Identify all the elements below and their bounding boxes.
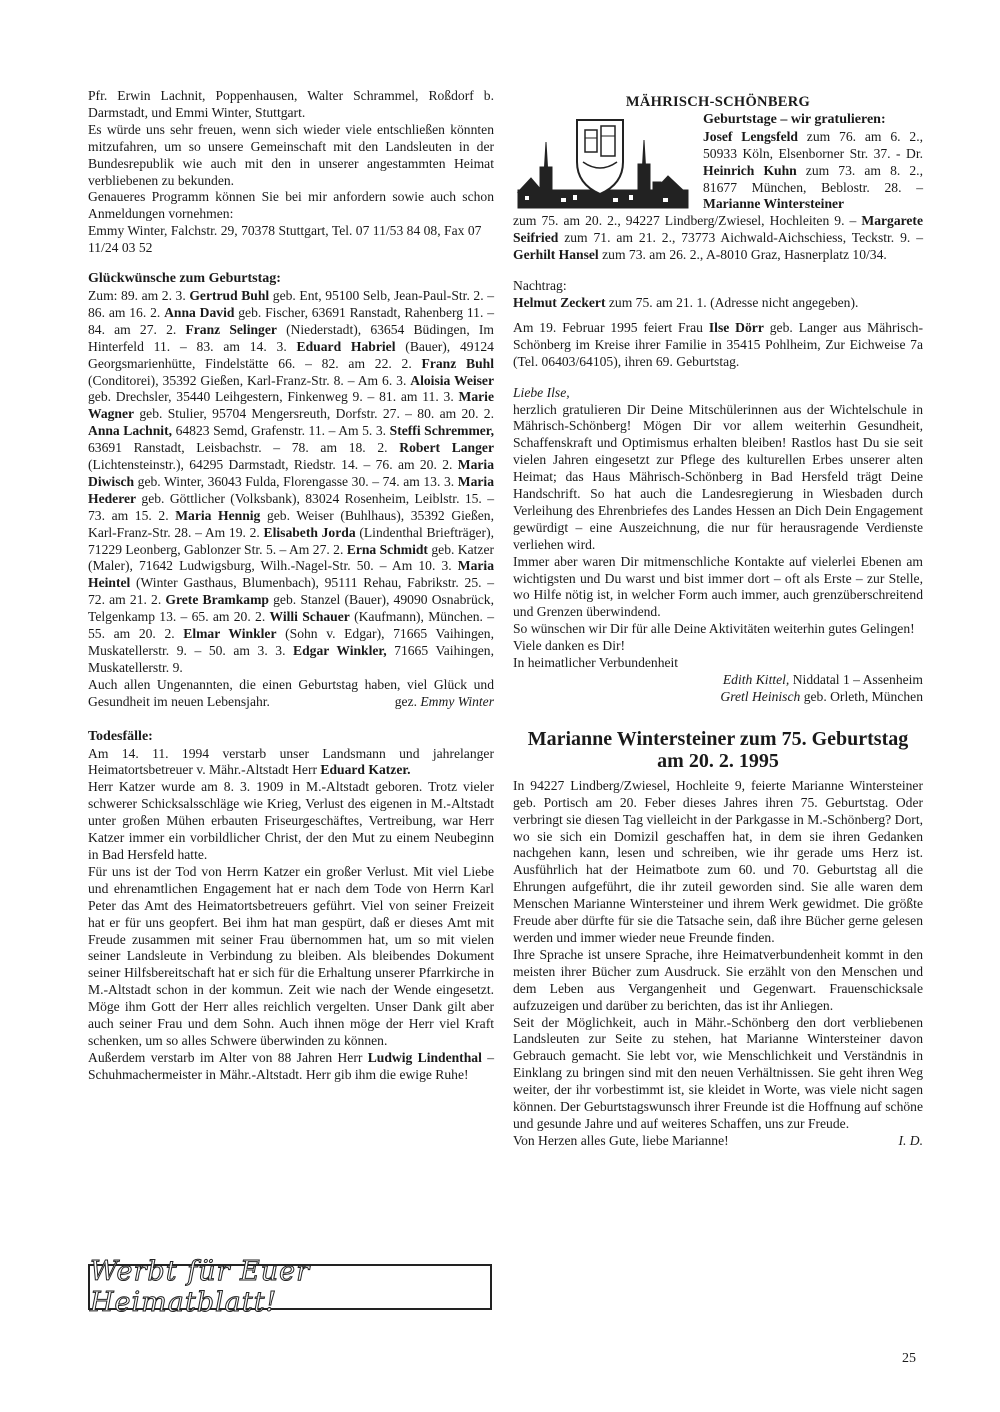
ms-birthday-entry-name: Gerhilt Hansel [513, 247, 599, 263]
birthday-entry-name: Marie Wagner [88, 389, 494, 422]
page-number: 25 [902, 1351, 916, 1366]
birthday-entry-name: Maria Heintel [88, 558, 494, 591]
doerr-paragraph: Am 19. Februar 1995 feiert Frau Ilse Dörr geb. Langer aus Mährisch-Schönberg im Kreise ihrer Familie in 35415 Pohlheim, Zur Eichweise 7a (Tel. 06403/64105), ihren 69. Geburtstag. [513, 319, 923, 369]
birthday-entry-name: Elisabeth Jorda [263, 524, 356, 540]
letter-p4: In heimatlicher Verbundenheit [513, 655, 679, 671]
article-p3: Seit der Möglichkeit, auch in Mähr.-Schönberg den dort verbliebenen Landsleuten zur Seite zu stehen, hat Marianne Wintersteiner davon Gebrauch gemacht. Sie lebt vor, wie Menschlichkeit und Verständnis in Einklang zu bringen sind mit den neuen Verhältnissen. Sie geht ihren Weg weiter, der ihr vorbestimmt ist, sie kleidet in Worte, was viele nicht sagen können. Der Geburtstagswunsch ihrer Freunde ist die Hoffnung auf schöne und gesunde Jahre und auf weiteres Schaffen, uns zur Freude. [513, 1014, 923, 1131]
ms-birthday-list-top [703, 129, 923, 214]
crest-block [513, 112, 923, 213]
birthday-entry-name: Franz Buhl [421, 355, 494, 371]
banner-text: Werbt für Euer Heimatblatt! [90, 1256, 311, 1318]
ms-birthday-entry-text: zum 71. am 21. 2., 73773 Aichwald-Aichschiess, Teckstr. 9. – [558, 230, 923, 246]
ms-birthday-entry-name: Marianne Wintersteiner [703, 196, 845, 212]
crest-text [703, 112, 923, 213]
letter-p1: herzlich gratulieren Dir Deine Mitschülerinnen aus der Wichtelschule in Mährisch-Schönberg! Mögen Dir vor allem weiterhin Gesundheit, Schaffenskraft und Optimismus erhalten bleiben! Rastlos hast Du sie seit vielen Jahren eingesetzt zur Pflege des kulturellen Erbes unserer alten Heimat; das Haus Mährisch-Schönberg in Bad Hersfeld trägt Deine Handschrift. So hat auch die Landesregierung in Wiesbaden durch Verleihung des Ehrenbriefes des Landes Hessen an Dich Dein Engagement gewürdigt – eine Auszeichnung, die nur für herausragende Verdienste verliehen wird. [513, 401, 923, 552]
ms-birthday-list-bottom [513, 213, 923, 264]
birthday-entry-text: geb. Stulier, 95704 Mengersreuth, Dorfstr. 27. – 80. am 20. 2. [134, 406, 494, 422]
ms-birthday-entry-text: zum 76. am 6. 2., 50933 Köln, Elsenborner Str. 37. - Dr. [703, 128, 923, 161]
nachtrag-entry: Helmut Zeckert zum 75. am 21. 1. (Adresse nicht angegeben). [513, 294, 859, 310]
intro-line-3: Genaueres Programm können Sie bei mir anfordern sowie auch schon Anmeldungen vornehmen: [88, 189, 494, 222]
birthday-entry-text: geb. Weiser (Buhlhaus), 35392 Gießen, Karl-Franz-Str. 28. – Am 19. 2. [88, 507, 494, 540]
birthday-entry-name: Steffi Schremmer, [389, 423, 494, 439]
birthday-closing-text: Auch allen Ungenannten, die einen Geburtstag haben, viel Glück und Gesundheit im neuen Lebensjahr. [88, 676, 494, 709]
article-p1: In 94227 Lindberg/Zwiesel, Hochleite 9, feierte Marianne Wintersteiner geb. Portisch am 20. Feber dieses Jahres ihren 75. Geburtstag. Oder verbringt sie diesen Tag vielleicht in der Parkgasse in M.-Schönberg? Dort, wo sie sich ein Domizil geschaffen hat, in dem sie ihren Gedanken nachgehen kann, lesen und schreiben, wie ihr gerade ums Herz ist. Ausführlich hat der Heimatbote zum 60. und 70. Geburtstag all die Ehrungen aufgeführt, die ihr zuteil geworden sind. Sie alle waren dem Menschen Marianne Wintersteiner und ihrem Werk gewidmet. Die größte Freude aber dürfte für sie die Tatsache sein, daß ihre Bücher gerne gelesen werden und immer wieder neue Freunde finden. [513, 777, 923, 945]
birthday-entry-text: (Lindenthal Briefträger), 71229 Leonberg, Gablonzer Str. 5. – Am 27. 2. [88, 524, 495, 557]
birthday-entry-text: (Kaufmann), München. – 55. am 20. 2. [88, 609, 495, 642]
ms-birthday-entry-text: zum 73. am 26. 2., A-8010 Graz, Hasnerplatz 10/34. [598, 247, 887, 263]
left-column [88, 88, 494, 1084]
ms-birthday-entry-name: Heinrich Kuhn [703, 162, 797, 178]
birthday-entry-text: geb. Göttlicher (Volksbank), 83024 Rosenheim, Leiblstr. 15. – 73. am 15. 2. [88, 490, 494, 523]
ms-birthday-heading: Geburtstage – wir gratulieren: [703, 111, 886, 127]
birthday-entry-name: Edgar Winkler, [293, 643, 387, 658]
letter-signature-2: Gretl Heinisch geb. Orleth, München [720, 688, 923, 704]
birthday-entry-name: Maria Diwisch [88, 457, 494, 489]
birthday-entry-text: 71665 Vaihingen, Muskatellerstr. 9. [88, 643, 494, 675]
letter-p2: Immer aber waren Dir mitmenschliche Kontakte auf vielerlei Ebenen am wichtigsten und Du warst und bist immer dort – oft als Erste – zur Stelle, wo Hilfe nötig ist, in welcher Form auch immer, auch grenzüberschreitend und Grenzen überwindend. [513, 553, 923, 620]
birthday-entry-text: (Sohn v. Edgar), 71665 Vaihingen, Muskatellerstr. 9. – 50. am 3. 3. [88, 626, 494, 658]
birthday-entry-name: Aloisia Weiser [410, 372, 495, 388]
right-column [513, 94, 923, 1150]
intro-contact: Emmy Winter, Falchstr. 29, 70378 Stuttgart, Tel. 07 11/53 84 08, Fax 07 11/24 03 52 [88, 223, 482, 256]
birthday-closing [88, 677, 494, 711]
birthday-entry-text: 64823 Semd, Grafenstr. 11. – Am 5. 3. [172, 423, 390, 439]
deaths-p4: Außerdem verstarb im Alter von 88 Jahren Herr Ludwig Lindenthal – Schuhmachermeister in Mähr.-Altstadt. Herr gib ihm die ewige Ruhe! [88, 1049, 494, 1082]
birthday-entry-text: geb. Ent, 95100 Selb, Jean-Paul-Str. 2. – 86. am 16. 2. [88, 287, 495, 320]
deaths-heading: Todesfälle: [88, 728, 153, 744]
deaths-p3: Für uns ist der Tod von Herrn Katzer ein großer Verlust. Mit viel Liebe und ehrenamtlichen Engagement hat er nach dem Tode von Herrn Karl Peter das Amt des Heimatortsbetreuers geführt. Viel von seiner Freizeit hat er für uns geopfert. Bei ihm hat man gespürt, daß er dieses Amt mit Freude zusammen mit seiner Frau übernommen hat, um so mit vielen seiner Landsleute in Verbindung zu bleiben. Als bleibendes Dokument seiner Hilfsbereitschaft hat er sich für die Erhaltung unserer Pfarrkirche in M.-Altstadt schon in der kommun. Zeit wie nach der Wende eingesetzt. Möge ihm Gott der Herr alles reichlich vergelten. Unser Dank gilt aber auch seiner Frau und dem Sohn. Auch ihnen möge der Herr viel Kraft schenken, um so alles Schwere überwinden zu können. [88, 863, 494, 1048]
birthday-entry-name: Grete Bramkamp [165, 592, 269, 608]
birthday-entry-name: Franz Selinger [185, 321, 277, 337]
birthday-entry-text: geb. Fischer, 63691 Ranstadt, Rahenberg 11. – 84. am 27. 2. [88, 304, 494, 337]
birthday-entry-text: (Lichtensteinstr.), 64295 Darmstadt, Riedstr. 14. – 76. am 20. 2. [88, 457, 458, 473]
birthday-entry-text: geb. Winter, 36043 Fulda, Florengasse 30. – 74. am 13. 3. [134, 473, 458, 489]
article-p2: Ihre Sprache ist unsere Sprache, ihre Heimatverbundenheit kommt in den meisten ihrer Bücher zum Ausdruck. Sie erzählt von den Menschen und dem Leben aus Vergangenheit und Gegenwart. Frauenschicksale aufzuzeigen und darüber zu berichten, das ist ihr Anliegen. [513, 946, 923, 1013]
nachtrag-label: Nachtrag: [513, 278, 567, 294]
ms-birthday-entry-text: zum 73. am 8. 2., 81677 München, Beblostr. 28. – [703, 162, 923, 195]
birthday-heading: Glückwünsche zum Geburtstag: [88, 271, 281, 287]
birthday-entry-name: Robert Langer [399, 440, 494, 456]
article-signature: I. D. [898, 1132, 923, 1148]
intro-line-2: Es würde uns sehr freuen, wenn sich wieder viele entschließen könnten mitzufahren, um so unsere Gemeinschaft mit den Landsleuten in der Bundesrepublik wie auch mit den in unserer angestammten Heimat verbliebenen zu bekunden. [88, 121, 494, 188]
ms-birthday-entry-name: Margarete Seifried [513, 213, 923, 246]
birthday-entry-text: (Winter Gasthaus, Blumenbach), 95111 Rehau, Fabrikstr. 25. – 72. am 21. 2. [88, 575, 494, 608]
section-title: MÄHRISCH-SCHÖNBERG [625, 94, 811, 110]
article-title: Marianne Wintersteiner zum 75. Geburtstag am 20. 2. 1995 [527, 727, 909, 772]
letter-salutation: Liebe Ilse, [513, 384, 570, 400]
intro-line-1: Pfr. Erwin Lachnit, Poppenhausen, Walter Schrammel, Roßdorf b. Darmstadt, und Emmi Winter, Stuttgart. [88, 88, 494, 120]
birthday-entry-text: Zum: 89. am 2. 3. [88, 287, 190, 303]
birthday-entry-text: geb. Stanzel (Bauer), 49090 Osnabrück, Telgenkamp 13. – 65. am 20. 2. [88, 592, 494, 625]
birthday-entry-text: geb. Katzer (Maler), 71642 Ludwigsburg, Wilh.-Nagel-Str. 50. – Am 10. 3. [88, 541, 495, 574]
letter-p3: So wünschen wir Dir für alle Deine Aktivitäten weiterhin gutes Gelingen! Viele danken es Dir! [513, 621, 915, 654]
birthday-entry-name: Anna Lachnit, [88, 423, 173, 439]
birthday-entry-text: (Bauer), 49124 Georgsmarienhütte, Findelstätte 66. – 82. am 22. 2. [88, 338, 494, 371]
birthday-entry-name: Gertrud Buhl [189, 287, 270, 303]
article-p4: Von Herzen alles Gute, liebe Marianne! I. D. [513, 1132, 923, 1148]
birthday-entry-name: Maria Hennig [175, 507, 261, 523]
birthday-list [88, 288, 494, 677]
birthday-entry-text: geb. Drechsler, 35440 Leihgestern, Finkenweg 9. – 81. am 11. 3. [88, 389, 459, 405]
birthday-closing-signature: gez. Emmy Winter [394, 693, 494, 709]
heimatblatt-banner [88, 1256, 492, 1318]
birthday-entry-name: Erna Schmidt [346, 541, 428, 557]
birthday-entry-name: Elmar Winkler [183, 626, 277, 642]
town-crest-illustration [513, 112, 695, 212]
ms-birthday-entry-name: Josef Lengsfeld [703, 128, 798, 144]
ms-birthday-entry-text: zum 75. am 20. 2., 94227 Lindberg/Zwiesel, Hochleiten 9. – [513, 213, 862, 229]
letter-signature-1: Edith Kittel, Niddatal 1 – Assenheim [722, 672, 923, 687]
deaths-p1: Am 14. 11. 1994 verstarb unser Landsmann und jahrelanger Heimatortsbetreuer v. Mähr.-Altstadt Herr Eduard Katzer. [88, 745, 494, 778]
deaths-p2: Herr Katzer wurde am 8. 3. 1909 in M.-Altstadt geboren. Trotz vieler schwerer Schicksalsschläge wie Krieg, Verlust des eigenen in M.-Altstadt unter großen Mühen erbauten Friseurgeschäftes, Vertreibung, war Herr Katzer immer ein vorbildlicher Christ, der den Mut zu einem Neubeginn in Bad Hersfeld hatte. [88, 779, 494, 862]
birthday-entry-name: Anna David [164, 304, 235, 320]
birthday-entry-name: Willi Schauer [269, 609, 350, 625]
birthday-entry-text: (Niederstadt), 63654 Büdingen, Im Hinterfeld 11. – 83. am 14. 3. [88, 321, 494, 354]
birthday-entry-text: (Conditorei), 35392 Gießen, Karl-Franz-Str. 8. – Am 6. 3. [88, 372, 411, 388]
birthday-entry-name: Eduard Habriel [296, 338, 396, 354]
birthday-entry-text: 63691 Ranstadt, Leisbachstr. – 78. am 18. 2. [88, 440, 400, 456]
birthday-entry-name: Maria Hederer [88, 473, 494, 506]
